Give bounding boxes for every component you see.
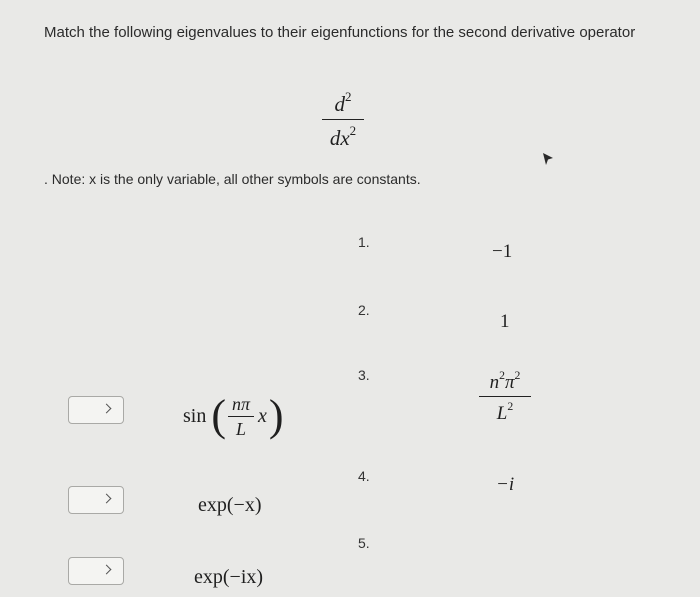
match-select-2[interactable] [68,486,124,514]
eigenvalue-1: −1 [492,241,513,262]
chevron-down-icon [102,565,112,575]
eigenvalue-4: −i [496,474,515,495]
mouse-cursor-icon [541,152,555,168]
eigenvalue-2: 1 [500,311,510,332]
eigenvalue-3: $n^2\pi^2$ $L^2$ [479,370,531,423]
operator-numerator-exponent: 2 [344,89,352,104]
eigenvalue-number-3: 3. [358,367,370,383]
eigenfunction-sin: sin ( nπ L x ) [183,391,284,440]
question-prompt: Match the following eigenvalues to their eigenfunctions for the second derivative operator [44,24,636,41]
operator-denominator: dx [329,125,350,150]
note-text: . Note: x is the only variable, all other symbols are constants. [44,171,421,187]
chevron-down-icon [102,404,112,414]
eigenvalue-number-1: 1. [358,234,370,250]
eigenfunction-exp-neg-x: exp(−x) [198,494,262,516]
match-select-1[interactable] [68,396,124,424]
sin-fraction-denominator: L [235,418,246,439]
eigenvalue-number-5: 5. [358,535,370,551]
eigenvalue-number-2: 2. [358,302,370,318]
sin-label: sin [183,404,207,427]
second-derivative-operator [322,90,364,149]
sin-variable: x [258,404,267,427]
operator-numerator: d [334,91,345,116]
chevron-down-icon [102,494,112,504]
operator-denominator-exponent: 2 [349,122,357,138]
eigenvalue-number-4: 4. [358,468,370,484]
eigenfunction-exp-neg-ix: exp(−ix) [194,566,264,588]
match-select-3[interactable] [68,557,124,585]
sin-fraction-numerator: nπ [231,393,251,414]
